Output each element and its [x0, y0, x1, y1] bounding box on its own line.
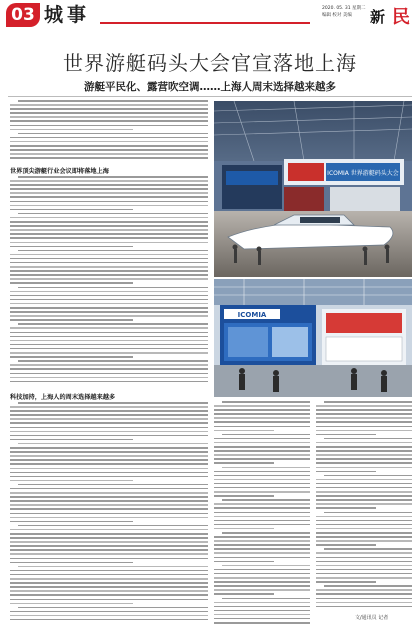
text-line: [214, 536, 310, 538]
text-line: [10, 377, 208, 379]
text-line: [10, 537, 208, 539]
text-line: [214, 491, 310, 493]
text-line: [10, 468, 208, 470]
text-line: [316, 602, 412, 604]
text-line: [214, 483, 310, 485]
text-line: [10, 447, 208, 449]
text-line: [18, 100, 208, 102]
text-line: [10, 274, 208, 276]
text-line: [316, 532, 412, 534]
text-line: [316, 462, 412, 464]
text-line: [10, 594, 208, 596]
text-line: [10, 336, 208, 338]
text-line: [10, 307, 208, 309]
newspaper-logo: [370, 4, 416, 26]
text-line: [10, 599, 208, 601]
text-line: [214, 503, 310, 505]
body-column-left-1: [10, 176, 208, 388]
text-line: [10, 209, 133, 211]
text-line: [10, 344, 208, 346]
text-line: [10, 500, 208, 502]
text-line: [10, 229, 208, 231]
logo-main: 新: [370, 8, 386, 26]
text-line: [316, 405, 412, 407]
body-column-right-2: [316, 401, 412, 613]
text-line: [316, 516, 412, 518]
text-line: [316, 467, 412, 469]
text-line: [10, 492, 208, 494]
text-line: [10, 246, 133, 248]
text-line: [214, 577, 310, 579]
text-line: [214, 475, 310, 477]
text-line: [10, 217, 208, 219]
text-line: [10, 373, 208, 375]
text-line: [10, 439, 133, 441]
text-line: [10, 381, 208, 383]
text-line: [10, 517, 208, 519]
text-line: [10, 549, 208, 551]
text-line: [10, 192, 208, 194]
text-line: [10, 427, 208, 429]
text-line: [214, 557, 310, 559]
text-line: [316, 413, 412, 415]
text-line: [214, 405, 310, 407]
text-line: [10, 340, 208, 342]
text-line: [10, 578, 208, 580]
text-line: [10, 315, 208, 317]
logo-accent: 民: [392, 7, 410, 28]
text-line: [10, 104, 208, 106]
text-line: [10, 414, 208, 416]
text-line: [10, 278, 208, 280]
text-line: [10, 348, 208, 350]
text-line: [18, 250, 208, 252]
text-line: [222, 532, 310, 534]
lead-paragraph: [10, 100, 208, 162]
text-line: [10, 615, 208, 617]
exhibition-hall-photo: [214, 101, 412, 277]
text-line: [214, 569, 310, 571]
text-line: [10, 145, 208, 147]
text-line: [10, 488, 208, 490]
text-line: [214, 585, 310, 587]
section-heading-1: 世界顶尖游艇行业会议即将落地上海: [10, 168, 109, 175]
text-line: [18, 566, 208, 568]
text-line: [214, 581, 310, 583]
text-line: [10, 364, 208, 366]
expo-booth-photo: [214, 279, 412, 397]
text-line: [316, 557, 412, 559]
text-line: [214, 487, 310, 489]
text-line: [10, 141, 208, 143]
text-line: [316, 495, 412, 497]
text-line: [324, 438, 412, 440]
text-line: [222, 401, 310, 403]
text-line: [214, 442, 310, 444]
article-subheadline: 游艇平民化、露营吹空调……上海人周末选择越来越多: [84, 81, 336, 93]
text-line: [10, 476, 208, 478]
text-line: [324, 401, 412, 403]
text-line: [214, 520, 310, 522]
text-line: [316, 540, 412, 542]
text-line: [10, 418, 208, 420]
text-line: [214, 548, 310, 550]
text-line: [18, 525, 208, 527]
text-line: [316, 426, 412, 428]
headline-separator: [8, 96, 412, 97]
text-line: [10, 112, 208, 114]
text-line: [10, 153, 208, 155]
text-line: [222, 565, 310, 567]
body-column-right-1: [214, 401, 310, 628]
text-line: [316, 598, 412, 600]
text-line: [214, 528, 274, 530]
text-line: [214, 610, 310, 612]
text-line: [18, 402, 208, 404]
text-line: [10, 574, 208, 576]
text-line: [316, 524, 412, 526]
text-line: [324, 548, 412, 550]
text-line: [214, 524, 310, 526]
text-line: [18, 323, 208, 325]
section-number: 03: [6, 3, 40, 27]
text-line: [324, 475, 412, 477]
text-line: [10, 541, 208, 543]
text-line: [214, 421, 310, 423]
text-line: [10, 295, 208, 297]
header-rule: [100, 22, 310, 24]
text-line: [18, 607, 208, 609]
text-line: [316, 487, 412, 489]
text-line: [10, 233, 208, 235]
text-line: [214, 409, 310, 411]
text-line: [10, 291, 208, 293]
text-line: [214, 495, 274, 497]
text-line: [10, 406, 208, 408]
text-line: [10, 582, 208, 584]
text-line: [10, 157, 208, 159]
text-line: [214, 458, 310, 460]
section-heading-2: 科技加持，上海人的周末选择越来越多: [10, 394, 116, 401]
text-line: [214, 430, 274, 432]
text-line: [10, 463, 208, 465]
text-line: [316, 606, 412, 608]
body-column-left-2: [10, 402, 208, 628]
text-line: [10, 508, 208, 510]
text-line: [316, 450, 412, 452]
text-line: [316, 536, 412, 538]
text-line: [214, 622, 310, 624]
text-line: [214, 446, 310, 448]
text-line: [316, 434, 376, 436]
text-line: [316, 454, 412, 456]
text-line: [10, 299, 208, 301]
text-line: [10, 184, 208, 186]
article-headline: 世界游艇码头大会官宣落地上海: [63, 51, 357, 75]
text-line: [10, 603, 133, 605]
text-line: [214, 426, 310, 428]
text-line: [10, 319, 133, 321]
text-line: [18, 484, 208, 486]
text-line: [214, 413, 310, 415]
text-line: [10, 303, 208, 305]
hall-banner-text: ICOMIA 世界游艇码头大会: [327, 170, 399, 177]
text-line: [316, 483, 412, 485]
text-line: [214, 561, 274, 563]
text-line: [10, 188, 208, 190]
text-line: [18, 133, 208, 135]
text-line: [10, 311, 208, 313]
text-line: [10, 254, 208, 256]
text-line: [316, 471, 376, 473]
text-line: [18, 176, 208, 178]
text-line: [10, 472, 208, 474]
text-line: [316, 520, 412, 522]
text-line: [316, 544, 376, 546]
text-line: [18, 360, 208, 362]
text-line: [10, 619, 208, 621]
text-line: [10, 422, 208, 424]
text-line: [10, 586, 208, 588]
text-line: [222, 467, 310, 469]
text-line: [10, 242, 208, 244]
text-line: [10, 196, 208, 198]
text-line: [10, 410, 208, 412]
text-line: [10, 137, 208, 139]
article-byline: 文/通讯员 记者: [355, 615, 389, 621]
text-line: [316, 479, 412, 481]
text-line: [316, 573, 412, 575]
text-line: [222, 434, 310, 436]
text-line: [316, 569, 412, 571]
expo-booth-illustration: [214, 279, 412, 397]
text-line: [316, 593, 412, 595]
text-line: [214, 573, 310, 575]
text-line: [214, 438, 310, 440]
text-line: [10, 237, 208, 239]
text-line: [10, 266, 208, 268]
text-line: [214, 417, 310, 419]
text-line: [214, 516, 310, 518]
text-line: [10, 562, 133, 564]
text-line: [10, 125, 208, 127]
text-line: [214, 618, 310, 620]
text-line: [10, 455, 208, 457]
text-line: [10, 545, 208, 547]
text-line: [10, 262, 208, 264]
text-line: [316, 417, 412, 419]
text-line: [316, 442, 412, 444]
text-line: [10, 327, 208, 329]
exhibition-hall-illustration: [214, 101, 412, 277]
text-line: [316, 561, 412, 563]
lead-text-lines: [10, 100, 208, 159]
text-line: [10, 221, 208, 223]
text-line: [10, 529, 208, 531]
text-line: [10, 496, 208, 498]
text-line: [222, 598, 310, 600]
text-line: [10, 282, 133, 284]
text-line: [10, 129, 133, 131]
text-line: [214, 544, 310, 546]
text-line: [10, 149, 208, 151]
text-line: [316, 589, 412, 591]
text-line: [10, 332, 208, 334]
text-line: [214, 614, 310, 616]
text-line: [316, 421, 412, 423]
text-line: [316, 577, 412, 579]
text-line: [214, 471, 310, 473]
text-line: [214, 540, 310, 542]
editors-line: 编辑 校对 美编: [322, 13, 352, 18]
text-line: [10, 116, 208, 118]
text-line: [10, 480, 133, 482]
text-line: [10, 180, 208, 182]
text-line: [214, 512, 310, 514]
text-line: [10, 590, 208, 592]
text-line: [324, 585, 412, 587]
text-line: [316, 430, 412, 432]
text-line: [10, 459, 208, 461]
text-line: [214, 602, 310, 604]
text-line: [10, 558, 208, 560]
section-name: 城事: [44, 4, 91, 26]
text-line: [214, 462, 274, 464]
text-line: [10, 205, 208, 207]
text-line: [10, 521, 133, 523]
text-line: [214, 589, 310, 591]
text-line: [316, 409, 412, 411]
text-line: [316, 446, 412, 448]
text-line: [214, 479, 310, 481]
text-line: [214, 552, 310, 554]
text-line: [18, 287, 208, 289]
text-line: [10, 611, 208, 613]
text-line: [10, 431, 208, 433]
text-line: [10, 513, 208, 515]
text-line: [316, 507, 376, 509]
text-line: [316, 581, 376, 583]
text-line: [222, 499, 310, 501]
text-line: [18, 443, 208, 445]
text-line: [316, 491, 412, 493]
text-line: [316, 552, 412, 554]
text-line: [316, 499, 412, 501]
text-line: [10, 570, 208, 572]
text-line: [10, 451, 208, 453]
text-line: [10, 553, 208, 555]
text-line: [10, 201, 208, 203]
text-line: [316, 565, 412, 567]
text-line: [316, 503, 412, 505]
page-header: [0, 0, 420, 30]
booth-banner-text: ICOMIA: [237, 311, 267, 319]
issue-date: 2020. 05. 31 星期二: [322, 6, 366, 11]
text-line: [18, 213, 208, 215]
text-line: [10, 270, 208, 272]
text-line: [10, 108, 208, 110]
text-line: [214, 606, 310, 608]
text-line: [316, 528, 412, 530]
text-line: [10, 356, 133, 358]
text-line: [10, 533, 208, 535]
text-line: [214, 450, 310, 452]
text-line: [324, 512, 412, 514]
text-line: [10, 368, 208, 370]
text-line: [10, 225, 208, 227]
text-line: [10, 120, 208, 122]
text-line: [10, 504, 208, 506]
text-line: [10, 352, 208, 354]
text-line: [214, 454, 310, 456]
text-line: [316, 458, 412, 460]
text-line: [10, 258, 208, 260]
text-line: [214, 593, 274, 595]
text-line: [10, 435, 208, 437]
text-line: [214, 507, 310, 509]
